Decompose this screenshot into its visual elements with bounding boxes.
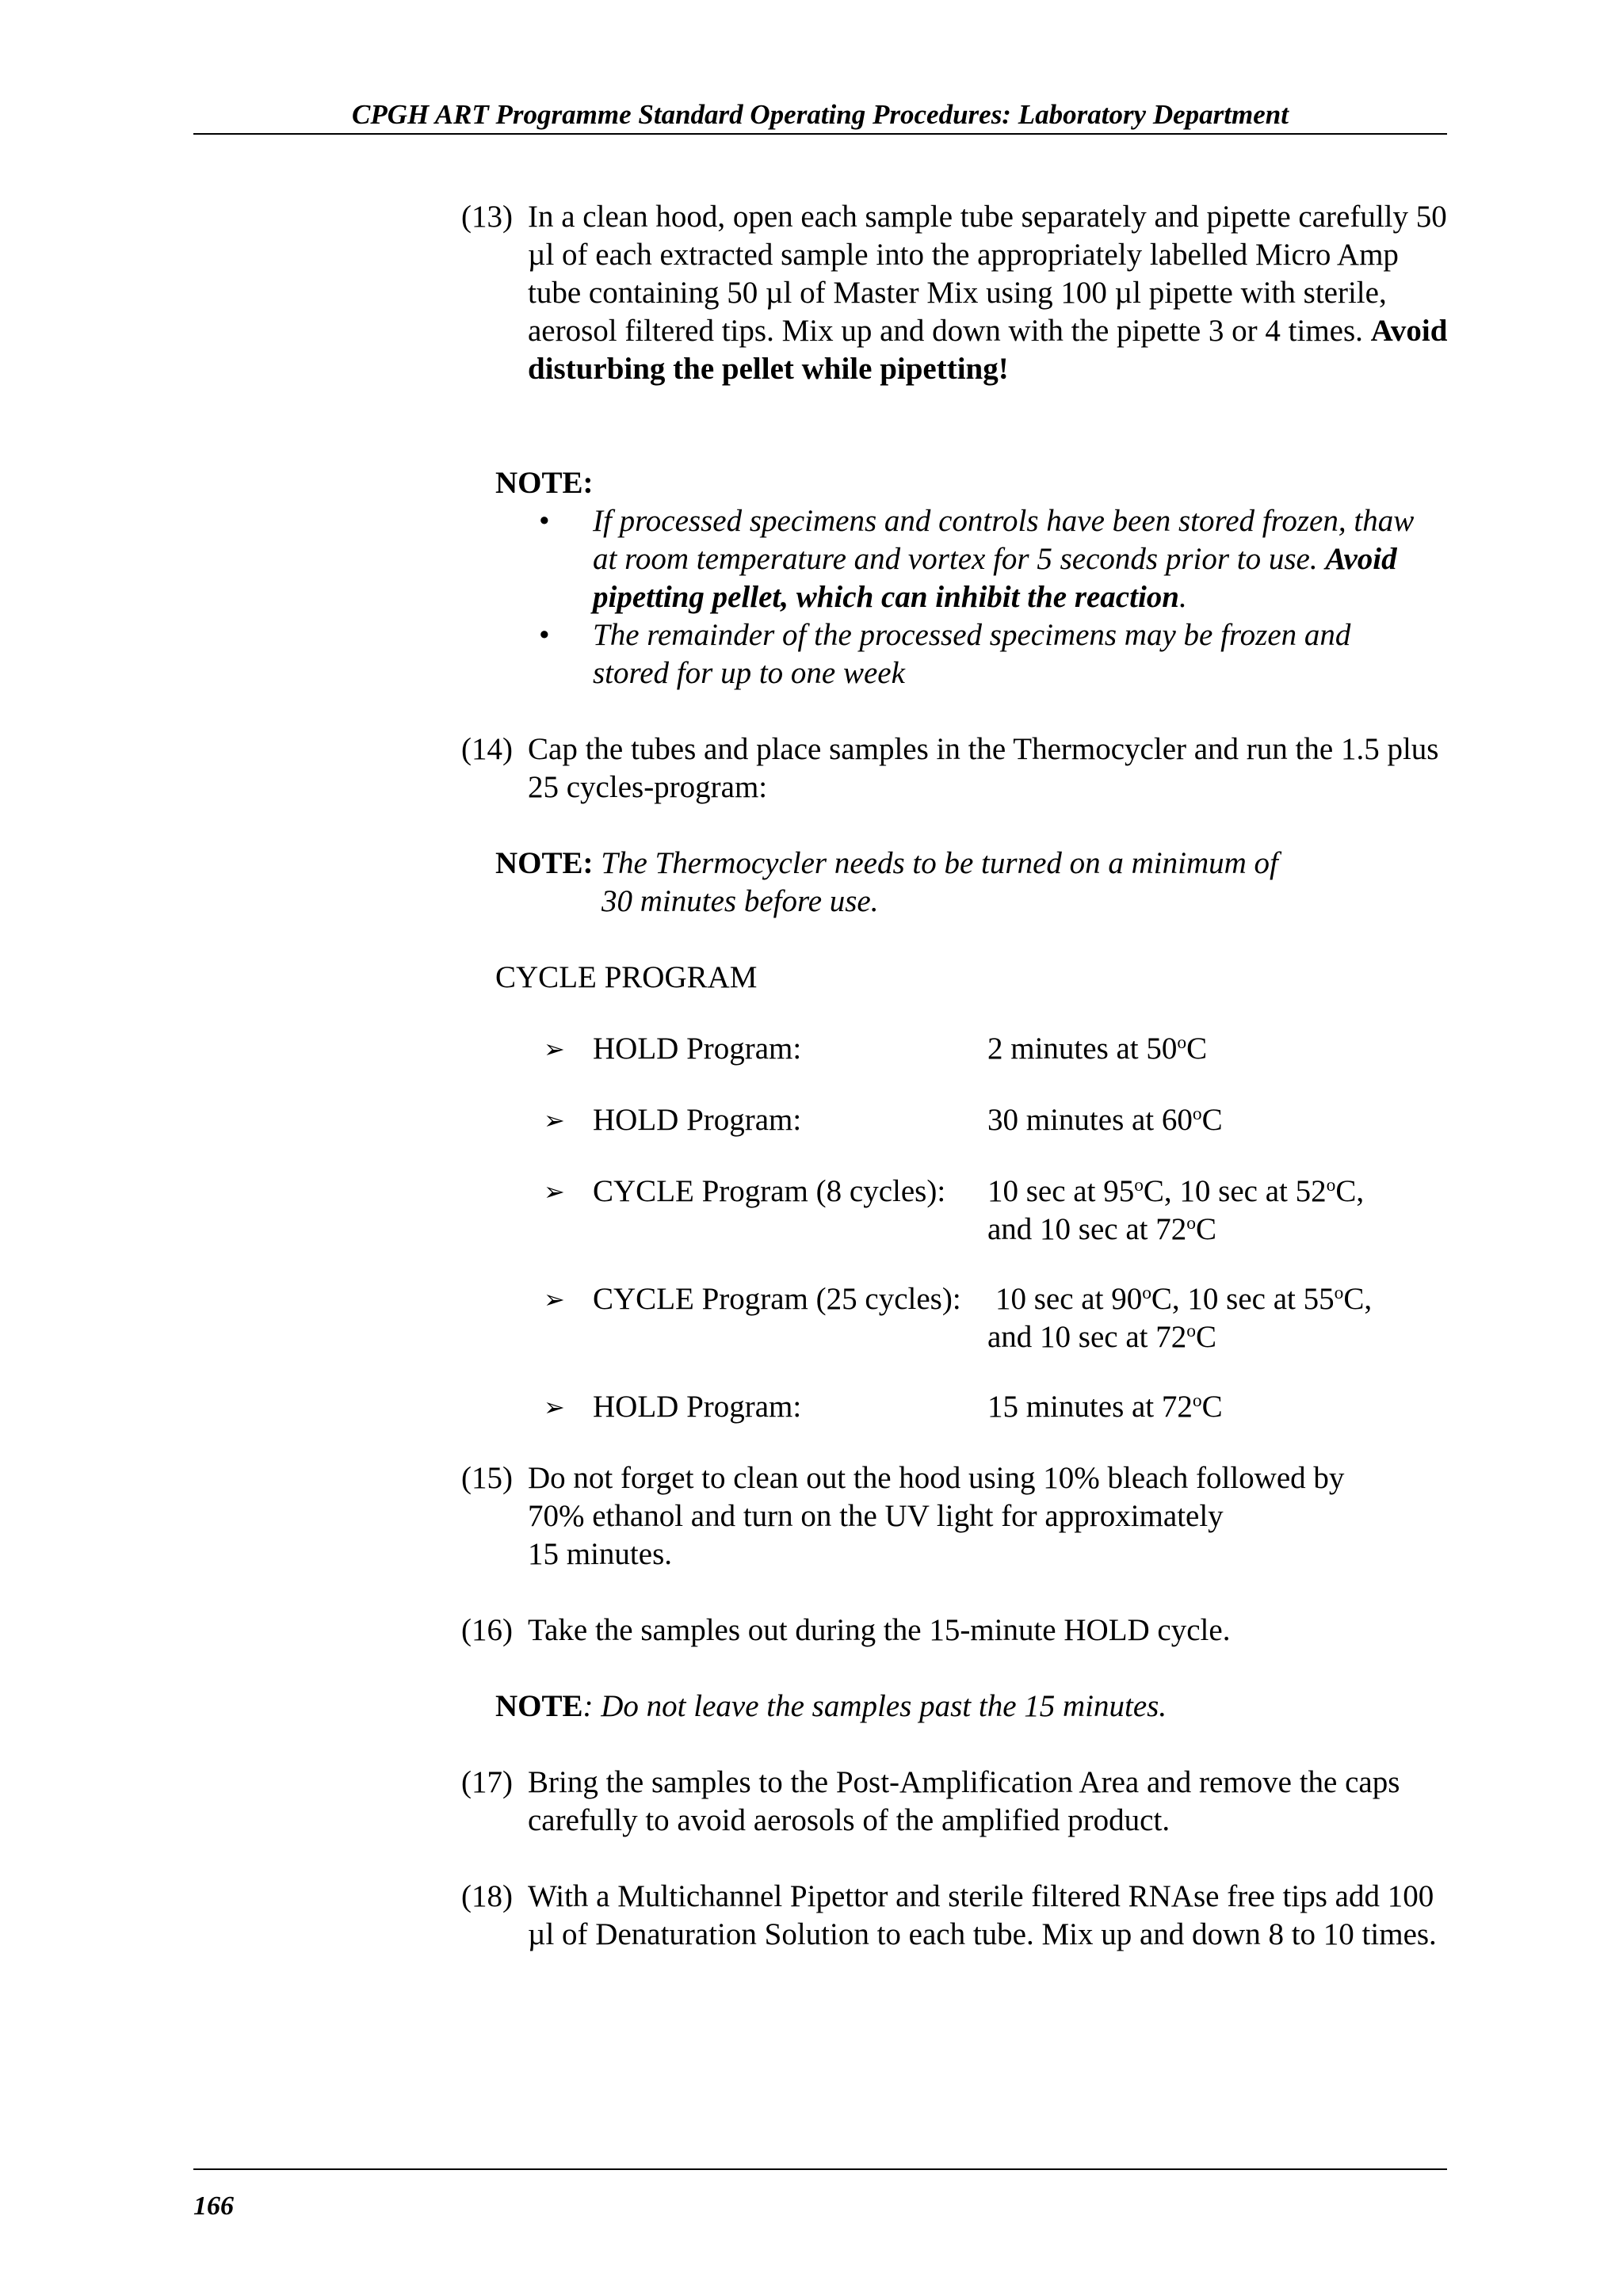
note-bullet-list xyxy=(531,502,1434,692)
program-name: HOLD Program: xyxy=(593,1390,802,1424)
step-number: (15) xyxy=(461,1461,513,1495)
step-text: Bring the samples to the Post-Amplification Area and remove the caps carefully to avoid aerosols of the amplified product. xyxy=(528,1765,1400,1837)
note-label: NOTE: xyxy=(495,846,594,880)
program-value: 30 minutes at 60$^o$C xyxy=(987,1103,1223,1137)
program-name: CYCLE Program (25 cycles): xyxy=(593,1282,961,1316)
program-name: HOLD Program: xyxy=(593,1103,802,1137)
program-value: 10 sec at 95$^o$C, 10 sec at 52$^o$C, and 10 sec at 72$^o$C xyxy=(987,1174,1365,1246)
note-3: NOTE: Do not leave the samples past the 15 minutes. xyxy=(495,1689,1167,1723)
program-row xyxy=(544,1030,1455,1068)
footer-rule xyxy=(193,2168,1447,2170)
bullet-dot-icon: • xyxy=(539,504,550,538)
program-value: 10 sec at 90$^o$C, 10 sec at 55$^o$C, and 10 sec at 72$^o$C xyxy=(987,1282,1373,1354)
program-value: 15 minutes at 72$^o$C xyxy=(987,1390,1223,1424)
program-value: 2 minutes at 50$^o$C xyxy=(987,1032,1208,1066)
program-row xyxy=(544,1101,1455,1139)
right-arrowhead-icon: ➢ xyxy=(544,1284,565,1314)
cycle-program-title: CYCLE PROGRAM xyxy=(495,960,758,994)
program-row xyxy=(544,1388,1455,1426)
note-2: NOTE: The Thermocycler needs to be turned on a minimum of 30 minutes before use. xyxy=(495,846,1278,918)
note-bullet-item: • If processed specimens and controls have been stored frozen, thaw at room temperature and vortex for 5 seconds prior to use. Avoid pipetting pellet, which can inhibit the reaction. xyxy=(539,504,1415,614)
right-arrowhead-icon: ➢ xyxy=(544,1392,565,1422)
step-number: (18) xyxy=(461,1879,513,1913)
bullet-dot-icon: • xyxy=(539,618,550,652)
right-arrowhead-icon: ➢ xyxy=(544,1105,565,1135)
program-name: HOLD Program: xyxy=(593,1032,802,1066)
step-text: Cap the tubes and place samples in the Thermocycler and run the 1.5 plus 25 cycles-program: xyxy=(528,732,1439,804)
right-arrowhead-icon: ➢ xyxy=(544,1177,565,1207)
step-number: (16) xyxy=(461,1613,513,1647)
program-name: CYCLE Program (8 cycles): xyxy=(593,1174,946,1208)
step-warning: Avoid disturbing the pellet while pipetting! xyxy=(528,314,1448,386)
step-number: (13) xyxy=(461,200,513,234)
step-17 xyxy=(461,1764,1452,1840)
note-label: NOTE: xyxy=(495,466,594,500)
step-text: With a Multichannel Pipettor and sterile filtered RNAse free tips add 100 µl of Denaturation Solution to each tube. Mix up and down 8 to 10 times. xyxy=(528,1879,1437,1951)
step-text: Take the samples out during the 15-minute HOLD cycle. xyxy=(528,1613,1231,1647)
step-13 xyxy=(461,198,1452,388)
step-text: Do not forget to clean out the hood using 10% bleach followed by 70% ethanol and turn on the UV light for approximately 15 minutes. xyxy=(528,1461,1345,1571)
program-row xyxy=(544,1173,1455,1249)
page-number: 166 xyxy=(193,2191,234,2221)
step-number: (14) xyxy=(461,732,513,766)
right-arrowhead-icon: ➢ xyxy=(544,1034,565,1064)
step-text: In a clean hood, open each sample tube separately and pipette carefully 50 µl of each extracted sample into the appropriately labelled Micro Amp tube containing 50 µl of Master Mix using 100 µl pipette with sterile, aerosol filtered tips. Mix up and down with the pipette 3 or 4 times. Avoid disturbing the pellet while pipetting! xyxy=(528,200,1448,386)
step-18 xyxy=(461,1878,1452,1954)
step-16 xyxy=(461,1611,1452,1650)
header-rule xyxy=(193,133,1447,135)
note-label: NOTE xyxy=(495,1689,583,1723)
running-header: CPGH ART Programme Standard Operating Procedures: Laboratory Department xyxy=(352,99,1289,130)
program-row xyxy=(544,1280,1455,1356)
step-14 xyxy=(461,730,1452,807)
step-number: (17) xyxy=(461,1765,513,1799)
note-bullet-item: • The remainder of the processed specimens may be frozen and stored for up to one week xyxy=(539,618,1351,690)
step-15 xyxy=(461,1459,1452,1573)
